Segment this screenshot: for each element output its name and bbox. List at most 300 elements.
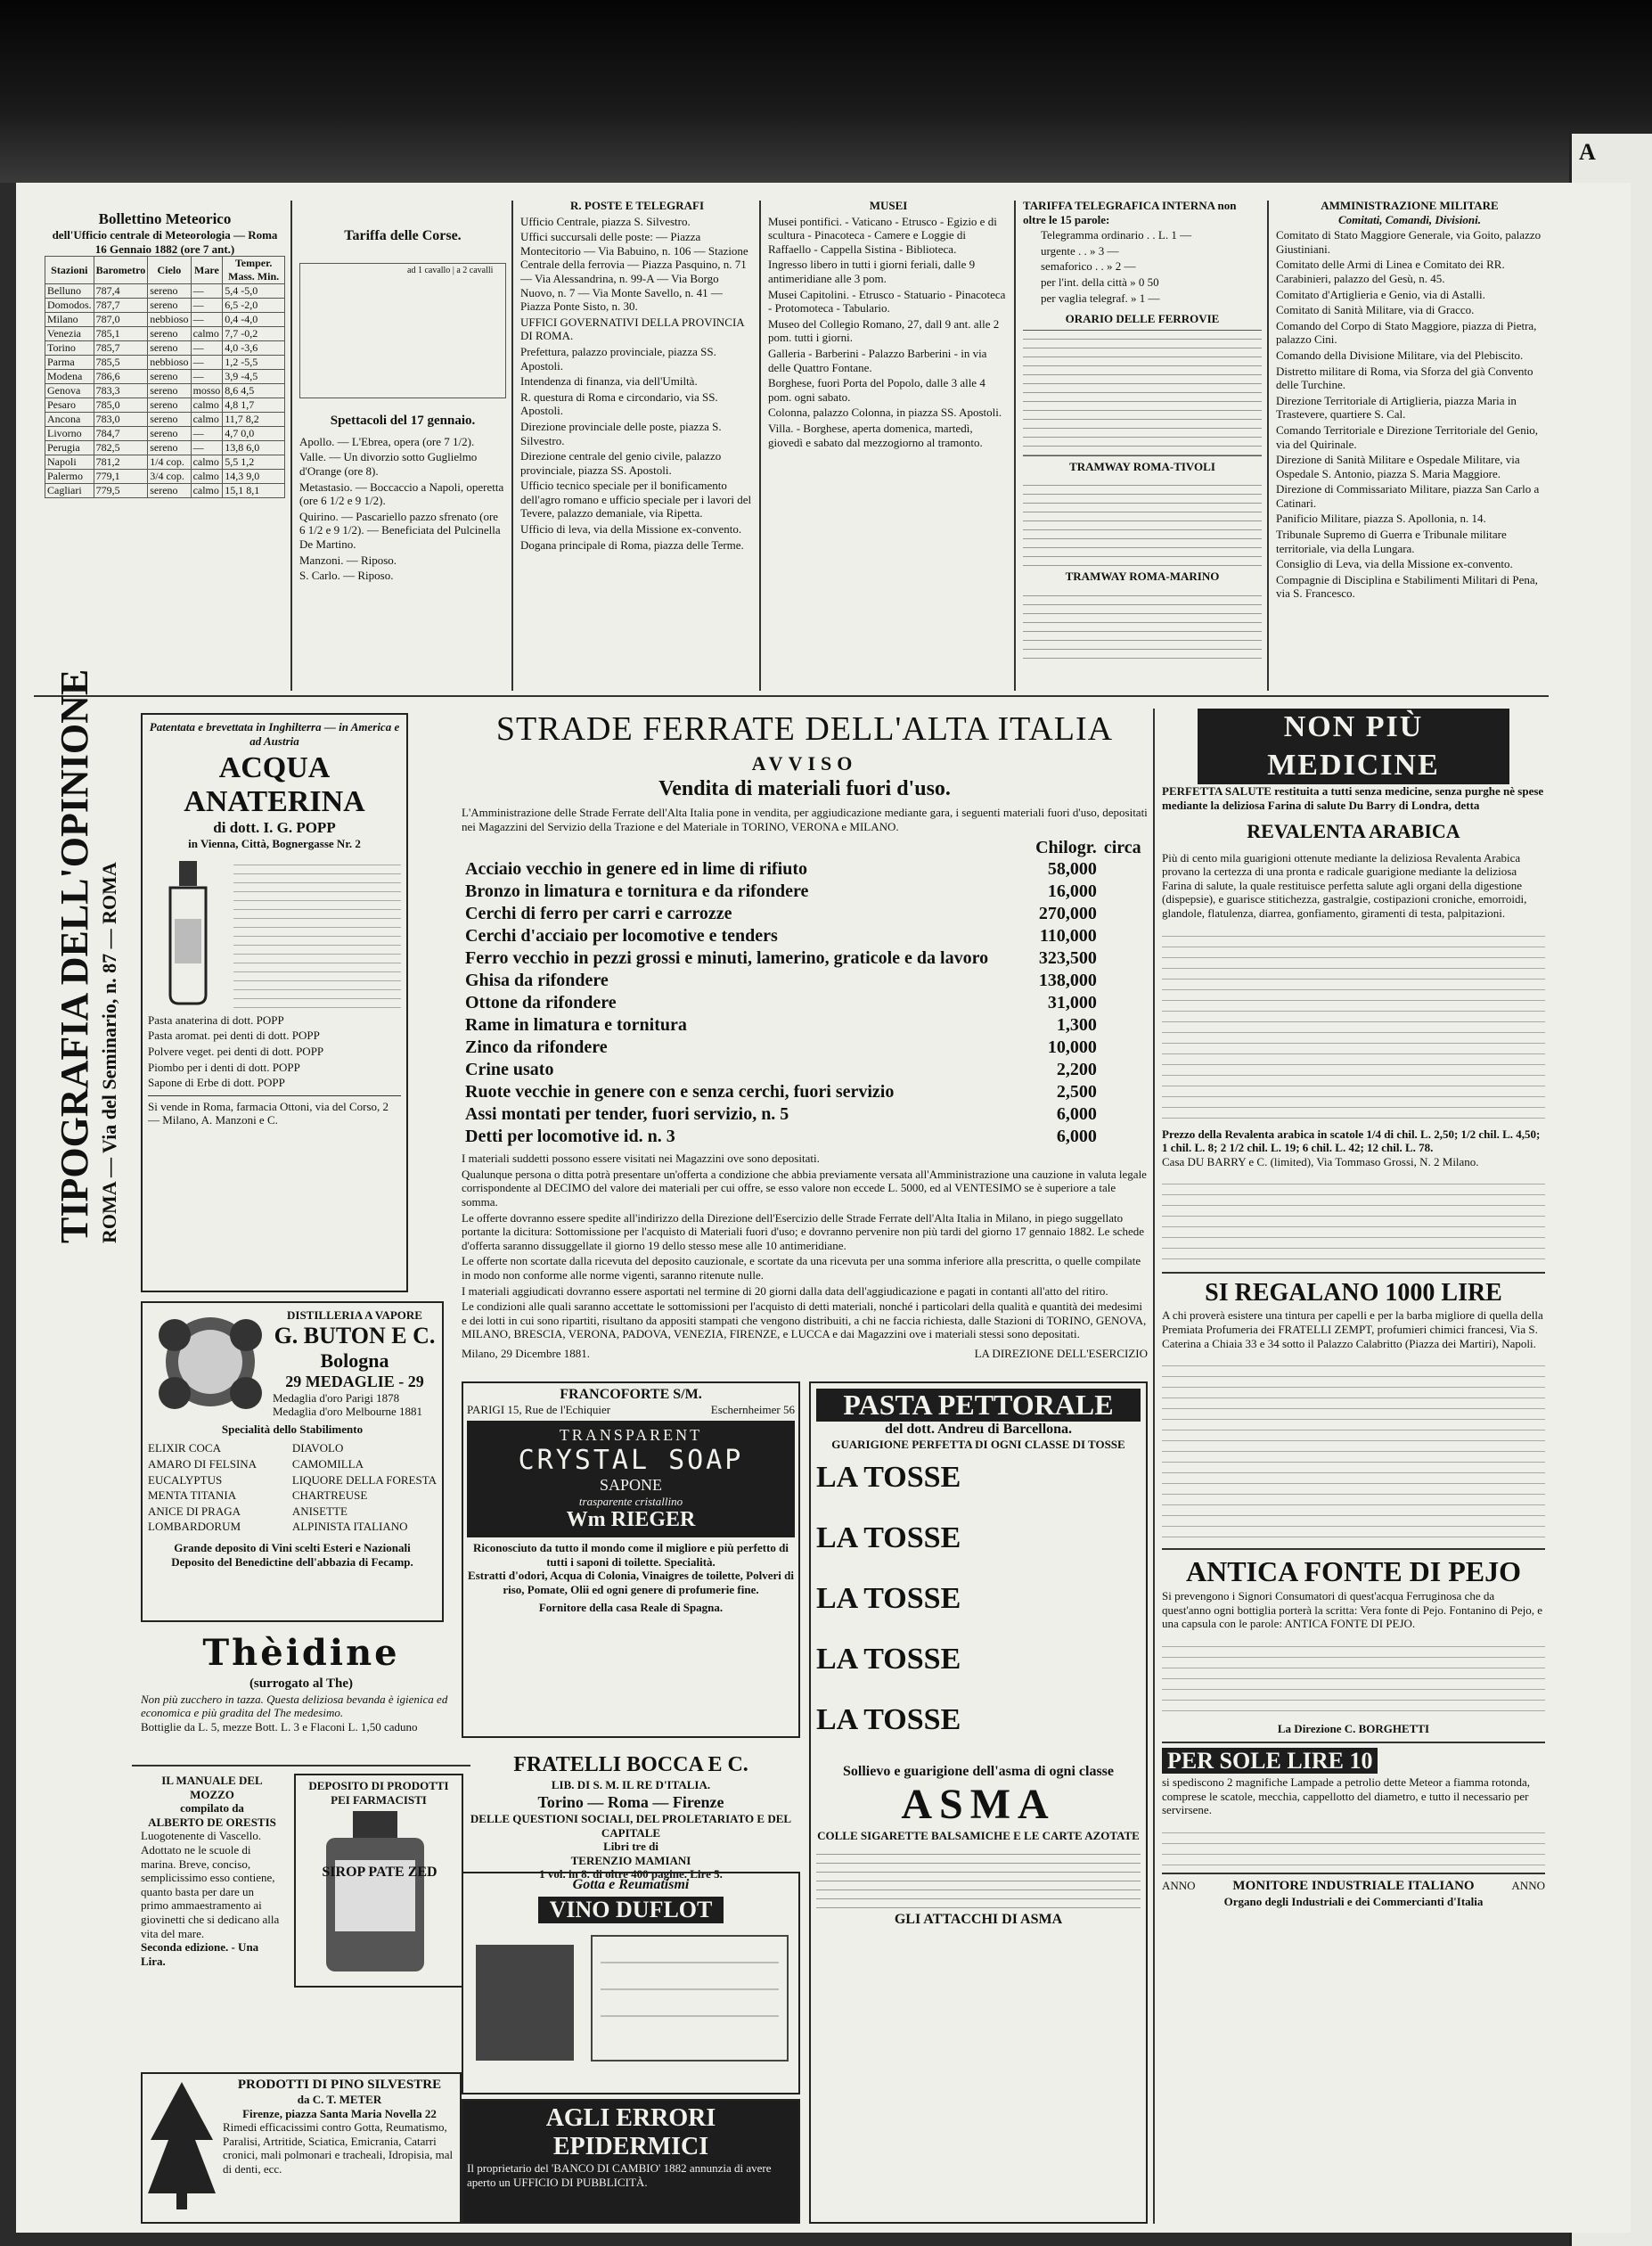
meteo-cell: 1/4 cop.	[148, 455, 191, 470]
poste-line: Dogana principale di Roma, piazza delle Terme.	[520, 537, 744, 552]
ad-sirop	[294, 1774, 463, 1988]
meteo-row	[45, 341, 285, 356]
sole-title: PER SOLE LIRE 10	[1162, 1748, 1378, 1774]
meteo-row	[45, 356, 285, 370]
meteo-cell: 779,1	[94, 470, 148, 484]
meteo-row	[45, 470, 285, 484]
tosse-heading: LA TOSSE	[816, 1521, 961, 1554]
duflot-top: Gotta e Reumatismi	[572, 1877, 690, 1892]
monitore-title: MONITORE INDUSTRIALE ITALIANO	[1232, 1878, 1475, 1893]
pejo-body: Si prevengono i Signori Consumatori di quest'acqua Ferruginosa che da quest'anno ogni bottiglia porterà la scritta: Vera fonte di Pejo. Fontanino di Pejo, e una capsula con le parole: ANTICA FONTE DI PEJO.	[1162, 1589, 1543, 1631]
poste-line: Ufficio Centrale, piazza S. Silvestro.	[520, 214, 691, 228]
meteo-cell: 787,0	[94, 313, 148, 327]
anaterina-addr: in Vienna, Città, Bognergasse Nr. 2	[188, 837, 361, 851]
meteo-cell: calmo	[191, 413, 223, 427]
militare-line: Tribunale Supremo di Guerra e Tribunale militare territoriale, via della Lungara.	[1276, 528, 1507, 555]
meteo-cell: calmo	[191, 327, 223, 341]
goods-qty: 16,000	[1047, 881, 1097, 902]
meteo-cell: 3/4 cop.	[148, 470, 191, 484]
meteo-header: Cielo	[148, 257, 191, 284]
goods-row	[462, 1126, 1148, 1148]
ad-theidine	[141, 1631, 462, 1756]
meteo-cell: Cagliari	[45, 484, 94, 498]
monitore-anno: ANNO	[1162, 1879, 1196, 1893]
poste-title: R. POSTE E TELEGRAFI	[569, 199, 705, 212]
sirop-top: DEPOSITO DI PRODOTTI PEI FARMACISTI	[308, 1779, 449, 1807]
duflot-name: VINO DUFLOT	[538, 1897, 724, 1923]
meteo-cell: 14,3 9,0	[223, 470, 285, 484]
pine-tree-icon	[146, 2078, 217, 2211]
poste-line: Uffici succursali delle poste: — Piazza Montecitorio — Via Babuino, n. 106 — Stazione Centrale della ferrovia — Piazza Pasquino, n. 71 — Via Alessandrina, n. 99-A — Via Borgo Nuovo, n. 7 — Via Monte Savello, n. 41 — Piazza Ponte Sisto, n. 30.	[520, 230, 748, 314]
anaterina-tag: Patentata e brevettata in Inghilterra — in America e ad Austria	[149, 720, 400, 748]
tariffa-line: per vaglia telegraf. » 1 —	[1041, 291, 1160, 305]
meteo-cell: 1,2 -5,5	[223, 356, 285, 370]
meteo-cell: 0,4 -4,0	[223, 313, 285, 327]
tariffa-line: semaforico . . » 2 —	[1041, 259, 1136, 274]
manuale-ed: Seconda edizione. - Una Lira.	[141, 1940, 259, 1968]
meteo-cell: sereno	[148, 413, 191, 427]
goods-pad	[1100, 970, 1148, 992]
medicine-agents	[1162, 1174, 1545, 1263]
theidine-title: Thèidine	[202, 1632, 400, 1674]
poste-telegrafi	[520, 199, 754, 691]
meteo-cell: nebbioso	[148, 313, 191, 327]
meteo-cell: —	[191, 299, 223, 313]
militare-line: Consiglio di Leva, via della Missione ex-convento.	[1276, 557, 1513, 571]
goods-qty: 31,000	[1047, 993, 1097, 1013]
goods-pad	[1100, 1126, 1148, 1148]
meteo-cell: —	[191, 313, 223, 327]
anaterina-product: Piombo per i denti di dott. POPP	[148, 1060, 300, 1074]
strade-goods-table	[462, 837, 1148, 1148]
buton-product: CAMOMILLA	[291, 1456, 364, 1471]
crystal-body: Riconosciuto da tutto il mondo come il migliore e più perfetto di tutti i saponi di toilette. Specialità.	[473, 1541, 789, 1569]
tosse-heading: LA TOSSE	[816, 1642, 961, 1676]
meteo-row	[45, 441, 285, 455]
goods-qty: 2,200	[1056, 1060, 1097, 1080]
buton-product: ALPINISTA ITALIANO	[291, 1520, 408, 1534]
goods-item: Bronzo in limatura e tornitura e da rifondere	[465, 881, 809, 902]
spettacolo-item: S. Carlo. — Riposo.	[299, 569, 394, 583]
ad-pino	[141, 2072, 462, 2224]
anaterina-product: Sapone di Erbe di dott. POPP	[148, 1076, 285, 1090]
crystal-sapone: SAPONE	[599, 1475, 662, 1494]
meteo-cell: 785,1	[94, 327, 148, 341]
goods-row	[462, 925, 1148, 947]
strade-intro: L'Amministrazione delle Strade Ferrate dell'Alta Italia pone in vendita, per aggiudicazione mediante gara, i seguenti materiali fuori d'uso, depositati nei Magazzini del Servizio della Trazione e del Materiale in TORINO, VERONA e MILANO.	[462, 806, 1148, 833]
meteo-cell: 787,4	[94, 284, 148, 299]
buton-city: Bologna	[320, 1348, 389, 1372]
meteo-row	[45, 413, 285, 427]
meteo-cell: Palermo	[45, 470, 94, 484]
poste-line: Ufficio tecnico speciale per il bonificamento dell'agro romano e ufficio speciale per i lavori del Tevere, palazzo demaniale, via Ripetta.	[520, 479, 752, 521]
sole-body: si spediscono 2 magnifiche Lampade a petrolio dette Meteor a fiamma rotonda, comprese le scatole, mecchia, cappellotto del diametro, e tutto il necessario per servirsene.	[1162, 1775, 1530, 1817]
ad-errori	[462, 2099, 800, 2224]
meteo-cell: 785,0	[94, 398, 148, 413]
goods-row	[462, 858, 1148, 881]
meteo-cell: 3,9 -4,5	[223, 370, 285, 384]
strade-unit: Chilogr.	[1035, 838, 1097, 858]
goods-pad	[1100, 1103, 1148, 1126]
pino-addr: Firenze, piazza Santa Maria Novella 22	[242, 2106, 437, 2120]
medicine-text	[1162, 926, 1545, 1122]
meteo-cell: Venezia	[45, 327, 94, 341]
goods-row	[462, 947, 1148, 970]
goods-item: Acciaio vecchio in genere ed in lime di rifiuto	[465, 859, 808, 880]
goods-qty: 323,500	[1038, 948, 1097, 969]
mille-title: SI REGALANO 1000 LIRE	[1205, 1279, 1502, 1307]
meteo-cell: Pesaro	[45, 398, 94, 413]
musei-line: Museo del Collegio Romano, 27, dall 9 ant. alle 2 pom. tutti i giorni.	[768, 316, 1000, 345]
pettorale-title: PASTA PETTORALE	[816, 1389, 1141, 1422]
crystal-paris: PARIGI 15, Rue de l'Echiquier	[467, 1403, 611, 1416]
meteo-cell: 5,4 -5,0	[223, 284, 285, 299]
strade-title: STRADE FERRATE DELL'ALTA ITALIA	[495, 710, 1114, 748]
buton-product: MENTA TITANIA	[148, 1488, 237, 1503]
strade-paragraph: Le offerte non scortate dalla ricevuta del deposito cauzionale, e scortate da una ricevuta per una somma inferiore alla prescritta, o quelle compilate in modo non conforme alle norme vigenti, saranno ritenute nulle.	[462, 1254, 1141, 1282]
meteo-header: Mare	[191, 257, 223, 284]
meteo-cell: 15,1 8,1	[223, 484, 285, 498]
theidine-body: Non più zucchero in tazza. Questa deliziosa bevanda è igienica ed economica e più gradita del The medesimo.	[141, 1692, 448, 1720]
strade-paragraph: Le offerte dovranno essere spedite all'indirizzo della Direzione dell'Esercizio delle Strade Ferrate dell'Alta Italia in Milano, in piego suggellato portante la dicitura: Sottomissione per l'acquisto di Materiali fuori d'uso; e dovranno pervenire non più tardi del giorno 17 gennaio 1882. Le schede d'offerta saranno dissuggellate il giorno 19 dello stesso mese alle 10 antimeridiane.	[462, 1210, 1145, 1252]
poste-line: Intendenza di finanza, via dell'Umiltà.	[520, 374, 698, 389]
meteo-row	[45, 384, 285, 398]
goods-qty: 10,000	[1047, 1037, 1097, 1058]
meteo-cell: sereno	[148, 327, 191, 341]
goods-pad	[1100, 1059, 1148, 1081]
meteo-date: 16 Gennaio 1882 (ore 7 ant.)	[94, 242, 235, 256]
tariffa-line: per l'int. della città » 0 50	[1041, 275, 1159, 289]
medicine-maker: Casa DU BARRY e C. (limited), Via Tommaso Grossi, N. 2 Milano.	[1162, 1154, 1479, 1168]
manuale-author: ALBERTO DE ORESTIS	[148, 1815, 276, 1829]
musei-line: Colonna, palazzo Colonna, in piazza SS. Apostoli.	[768, 406, 1002, 420]
spettacolo-item: Metastasio. — Boccaccio a Napoli, operetta (ore 6 1/2 e 9 1/2).	[299, 480, 504, 508]
telegrafi-title: TARIFFA TELEGRAFICA INTERNA non oltre le 15 parole:	[1023, 199, 1237, 226]
meteo-cell: sereno	[148, 398, 191, 413]
goods-item: Assi montati per tender, fuori servizio, n. 5	[465, 1104, 789, 1125]
ad-buton	[141, 1301, 444, 1622]
meteo-bulletin	[45, 209, 285, 691]
meteo-table	[45, 256, 285, 498]
meteo-cell: 8,6 4,5	[223, 384, 285, 398]
mille-body: A chi proverà esistere una tintura per capelli e per la barba migliore di quella della Premiata Profumeria dei FRATELLI ZEMPT, profumieri chimici francesi, Via S. Caterina a Chiaia 33 e 34 sotto il Palazzo Calabritto (Piazza dei Martiri), Napoli.	[1162, 1308, 1543, 1350]
tariffa-col-1: ad 1 cavallo	[407, 266, 451, 275]
goods-qty: 6,000	[1056, 1104, 1097, 1125]
crystal-maker: Wm RIEGER	[566, 1508, 696, 1532]
manuale-by: compilato da	[180, 1801, 244, 1816]
meteo-header: Temper. Mass. Min.	[223, 257, 285, 284]
militare-line: Comitato delle Armi di Linea e Comitato dei RR. Carabinieri, palazzo del Gesù, n. 45.	[1276, 258, 1505, 285]
theidine-price: Bottiglie da L. 5, mezze Bott. L. 3 e Flaconi L. 1,50 caduno	[141, 1719, 418, 1734]
tipografia-title: TIPOGRAFIA DELL'OPINIONE	[53, 668, 96, 1243]
meteo-cell: Modena	[45, 370, 94, 384]
meteo-cell: —	[191, 284, 223, 299]
medicine-prices: Prezzo della Revalenta arabica in scatole 1/4 di chil. L. 2,50; 1/2 chil. L. 4,50; 1 chil. L. 8; 2 1/2 chil. L. 19; 6 chil. L. 42; 12 chil. L. 78.	[1162, 1127, 1541, 1155]
medicine-name: REVALENTA ARABICA	[1247, 820, 1460, 843]
musei-line: Borghese, fuori Porta del Popolo, dalle 3 alle 4 pom. ogni sabato.	[768, 376, 985, 404]
strade-sub: Vendita di materiali fuori d'uso.	[658, 777, 951, 800]
buton-product: ANICE DI PRAGA	[148, 1504, 241, 1518]
militare-line: Comitato di Sanità Militare, via di Gracco.	[1276, 303, 1475, 317]
meteo-cell: calmo	[191, 398, 223, 413]
goods-item: Ottone da rifondere	[465, 993, 617, 1013]
tariffa-cols: ad 1 cavallo | a 2 cavalli	[407, 266, 494, 275]
goods-row	[462, 1014, 1148, 1037]
pettorale-attacchi: GLI ATTACCHI DI ASMA	[894, 1912, 1063, 1928]
musei	[768, 199, 1009, 691]
militare-line: Comando Territoriale e Direzione Territoriale del Genio, via del Quirinale.	[1276, 422, 1539, 451]
anaterina-product: Pasta aromat. pei denti di dott. POPP	[148, 1029, 320, 1043]
militare-line: Comando della Divisione Militare, via del Plebiscito.	[1276, 348, 1524, 362]
tram2-table	[1023, 587, 1262, 659]
crystal-frank: Eschernheimer 56	[710, 1403, 795, 1416]
bottle-icon	[148, 857, 228, 1008]
meteo-cell: sereno	[148, 441, 191, 455]
goods-pad	[1100, 1037, 1148, 1059]
meteo-row	[45, 484, 285, 498]
orario-table	[1023, 330, 1262, 456]
bocca-q: DELLE QUESTIONI SOCIALI, DEL PROLETARIATO E DEL CAPITALE	[470, 1812, 792, 1840]
monitore-anno-2: ANNO	[1511, 1879, 1545, 1893]
goods-row	[462, 1059, 1148, 1081]
crystal-items: Estratti d'odori, Acqua di Colonia, Vinaigres de toilette, Polveri di riso, Pomate, Olii ed ogni genere di profumerie fine.	[468, 1569, 794, 1596]
crystal-city: FRANCOFORTE S/M.	[560, 1387, 702, 1402]
musei-line: Musei pontifici. - Vaticano - Etrusco - Egizio e di scultura - Pinacoteca - Camere e Loggie di Raffaello - Cappella Sistina - Biblioteca.	[768, 214, 997, 256]
buton-product: ANISETTE	[291, 1504, 348, 1518]
poste-line: Ufficio di leva, via della Missione ex-convento.	[520, 522, 742, 537]
goods-qty: 1,300	[1056, 1015, 1097, 1036]
pettorale-sub: GUARIGIONE PERFETTA DI OGNI CLASSE DI TOSSE	[831, 1438, 1125, 1451]
goods-item: Detti per locomotive id. n. 3	[465, 1127, 675, 1147]
meteo-cell: sereno	[148, 484, 191, 498]
edge-fragment: A	[1579, 139, 1596, 165]
pino-body: Rimedi efficacissimi contro Gotta, Reumatismo, Paralisi, Artritide, Sciatica, Emicrania, Catarri cronici, mali polmonari e tracheali, Idropisia, mal di denti, ecc.	[223, 2120, 454, 2176]
buton-name: G. BUTON E C.	[274, 1322, 436, 1348]
medicine-sub: PERFETTA SALUTE restituita a tutti senza medicine, senza purghe nè spese mediante la deliziosa Farina di salute Du Barry di Londra, detta	[1162, 784, 1544, 812]
goods-item: Zinco da rifondere	[465, 1037, 608, 1058]
anaterina-product: Polvere veget. pei denti di dott. POPP	[148, 1044, 324, 1058]
meteo-cell: 786,6	[94, 370, 148, 384]
meteo-cell: 781,2	[94, 455, 148, 470]
sirop-name: SIROP PATE ZED	[322, 1865, 438, 1880]
meteo-cell: 6,5 -2,0	[223, 299, 285, 313]
meteo-cell: 787,7	[94, 299, 148, 313]
bocca-name: FRATELLI BOCCA E C.	[513, 1753, 748, 1776]
meteo-cell: sereno	[148, 284, 191, 299]
buton-footer: Deposito del Benedictine dell'abbazia di Fecamp.	[171, 1554, 413, 1569]
sirop-bottle-icon	[299, 1807, 455, 1976]
anaterina-footer: Si vende in Roma, farmacia Ottoni, via del Corso, 2 — Milano, A. Manzoni e C.	[148, 1095, 401, 1127]
meteo-row	[45, 327, 285, 341]
goods-row	[462, 1103, 1148, 1126]
orario-title: ORARIO DELLE FERROVIE	[1065, 312, 1220, 326]
buton-product: AMARO DI FELSINA	[148, 1456, 258, 1471]
strade-circa: circa	[1103, 838, 1141, 858]
meteo-cell: 782,5	[94, 441, 148, 455]
bocca-author: TERENZIO MAMIANI	[570, 1853, 691, 1867]
manuale-title: IL MANUALE DEL MOZZO	[161, 1774, 263, 1801]
goods-qty: 270,000	[1038, 904, 1097, 924]
medals-icon	[148, 1308, 273, 1415]
buton-medal-1: Medaglia d'oro Parigi 1878	[273, 1390, 400, 1405]
meteo-header: Barometro	[94, 257, 148, 284]
meteo-cell: Perugia	[45, 441, 94, 455]
meteo-cell: mosso	[191, 384, 223, 398]
militare-line: Direzione di Sanità Militare e Ospedale Militare, via Ospedale S. Antonio, piazza S. Maria Maggiore.	[1276, 453, 1520, 480]
meteo-cell: 11,7 8,2	[223, 413, 285, 427]
meteo-row	[45, 284, 285, 299]
goods-row	[462, 903, 1148, 925]
goods-pad	[1100, 1081, 1148, 1103]
goods-qty: 58,000	[1047, 859, 1097, 880]
ad-manuale	[141, 1774, 283, 2068]
meteo-cell: sereno	[148, 427, 191, 441]
meteo-cell: —	[191, 441, 223, 455]
tariffa-corse	[299, 227, 506, 691]
anaterina-text	[233, 857, 401, 1008]
meteo-row	[45, 313, 285, 327]
crystal-name: CRYSTAL SOAP	[518, 1444, 744, 1476]
spettacolo-item: Apollo. — L'Ebrea, opera (ore 7 1/2).	[299, 434, 475, 448]
crystal-banner	[467, 1421, 795, 1538]
crystal-footer: Fornitore della casa Reale di Spagna.	[538, 1600, 724, 1614]
militare-line: Compagnie di Disciplina e Stabilimenti Militari di Pena, via S. Francesco.	[1276, 572, 1538, 601]
meteo-cell: 7,7 -0,2	[223, 327, 285, 341]
pejo-sign: La Direzione C. BORGHETTI	[1277, 1722, 1430, 1735]
newspaper-page	[16, 183, 1631, 2233]
meteo-row	[45, 427, 285, 441]
goods-item: Cerchi di ferro per carri e carrozze	[465, 904, 732, 924]
tram-table	[1023, 477, 1262, 566]
goods-item: Ruote vecchie in genere con e senza cerchi, fuori servizio	[465, 1082, 895, 1103]
meteo-title: Bollettino Meteorico	[98, 210, 232, 227]
ad-bocca	[462, 1751, 800, 1881]
spettacolo-item: Valle. — Un divorzio sotto Guglielmo d'Orange (ore 8).	[299, 450, 478, 478]
militare-line: Distretto militare di Roma, via Sforza del già Convento delle Turchine.	[1276, 364, 1533, 392]
manuale-body: Luogotenente di Vascello. Adottato ne le scuole di marina. Breve, conciso, semplicissimo esso contiene, quanto basta per dare un primo ammaestramento ai giovinetti che si dedicano alla vita del mare.	[141, 1829, 280, 1940]
meteo-row	[45, 398, 285, 413]
goods-row	[462, 970, 1148, 992]
tariffa-col-2: a 2 cavalli	[456, 266, 494, 275]
meteo-cell: sereno	[148, 341, 191, 356]
musei-line: Galleria - Barberini - Palazzo Barberini - in via delle Quattro Fontane.	[768, 346, 987, 374]
buton-product: EUCALYPTUS	[148, 1472, 223, 1487]
bocca-price: 1 vol. in 8. di oltre 400 pagine. Lire 5.	[539, 1867, 723, 1881]
goods-pad	[1100, 903, 1148, 925]
goods-item: Rame in limatura e tornitura	[465, 1015, 687, 1036]
militare-subtitle: Comitati, Comandi, Divisioni.	[1338, 212, 1481, 226]
poste-line: Prefettura, palazzo provinciale, piazza SS. Apostoli.	[520, 344, 716, 373]
duflot-illustration	[467, 1927, 797, 2070]
meteo-cell: 785,7	[94, 341, 148, 356]
meteo-cell: 4,0 -3,6	[223, 341, 285, 356]
goods-pad	[1100, 858, 1148, 881]
meteo-cell: 4,8 1,7	[223, 398, 285, 413]
meteo-row	[45, 299, 285, 313]
spettacolo-item: Quirino. — Pascariello pazzo sfrenato (ore 6 1/2 e 9 1/2). — Beneficiata del Pulcinella De Martino.	[299, 509, 501, 551]
meteo-header: Stazioni	[45, 257, 94, 284]
strade-ferrate-avviso	[462, 709, 1148, 1368]
strade-paragraph: Qualunque persona o ditta potrà presentare un'offerta a condizione che abbia previamente versata all'Amministrazione una cauzione in valuta legale corrispondente al DECIMO del valore dei materiali per cui offre, se esso valore non eccede L. 5000, ed al VENTESIMO se è superiore a tale somma.	[462, 1167, 1147, 1209]
bocca-cities: Torino — Roma — Firenze	[537, 1792, 724, 1811]
anaterina-by: di dott. I. G. POPP	[213, 819, 336, 837]
strade-sign: LA DIREZIONE DELL'ESERCIZIO	[974, 1346, 1148, 1360]
meteo-cell: Torino	[45, 341, 94, 356]
anaterina-title: ACQUA ANATERINA	[184, 751, 365, 819]
meteo-cell: Livorno	[45, 427, 94, 441]
militare-line: Comitato d'Artiglieria e Genio, via di Astalli.	[1276, 287, 1485, 301]
meteo-cell: sereno	[148, 370, 191, 384]
meteo-cell: 784,7	[94, 427, 148, 441]
militare-line: Comando del Corpo di Stato Maggiore, piazza di Pietra, palazzo Cini.	[1276, 318, 1537, 347]
meteo-cell: Milano	[45, 313, 94, 327]
bocca-sub: LIB. DI S. M. IL RE D'ITALIA.	[551, 1778, 711, 1791]
buton-product: DIAVOLO	[291, 1441, 344, 1455]
meteo-cell: 783,3	[94, 384, 148, 398]
goods-qty: 6,000	[1056, 1127, 1097, 1147]
meteo-cell: —	[191, 427, 223, 441]
tosse-heading: LA TOSSE	[816, 1460, 961, 1494]
goods-pad	[1100, 925, 1148, 947]
bocca-libri: Libri tre di	[603, 1840, 658, 1854]
buton-medal-2: Medaglia d'oro Melbourne 1881	[273, 1405, 423, 1419]
poste-line: UFFICI GOVERNATIVI DELLA PROVINCIA DI ROMA.	[520, 315, 744, 343]
meteo-cell: Parma	[45, 356, 94, 370]
spettacolo-item: Manzoni. — Riposo.	[299, 553, 397, 567]
goods-qty: 110,000	[1039, 926, 1097, 947]
medicine-body: Più di cento mila guarigioni ottenute mediante la deliziosa Revalenta Arabica provano la certezza di una pronta e radicale guarigione mediante la deliziosa Farina di salute, la quale restituisce perfetta salute agli organi della digestione (dispepsie), e guarisce stitichezza, gastralgie, costipazioni croniche, emorroidi, glandole, flatulenza, diarrea, gonfiamento, giramenti di testa, palpitazioni.	[1162, 850, 1527, 921]
scan-dark-border	[0, 0, 1652, 183]
goods-qty: 2,500	[1056, 1082, 1097, 1103]
militare-line: Comitato di Stato Maggiore Generale, via Goito, palazzo Giustiniani.	[1276, 228, 1542, 256]
medicine-title: NON PIÙ MEDICINE	[1198, 709, 1509, 784]
tosse-heading: LA TOSSE	[816, 1702, 961, 1736]
errori-title: AGLI ERRORI EPIDERMICI	[545, 2104, 716, 2160]
ad-pasta-pettorale	[809, 1381, 1148, 2224]
pettorale-asma: ASMA	[901, 1780, 1056, 1828]
tariffa-table	[299, 263, 506, 398]
meteo-cell: Genova	[45, 384, 94, 398]
meteo-cell: sereno	[148, 299, 191, 313]
amministrazione-militare	[1276, 199, 1543, 691]
meteo-cell: 13,8 6,0	[223, 441, 285, 455]
goods-pad	[1100, 947, 1148, 970]
strade-paragraph: Le condizioni alle quali saranno accettate le sottomissioni per l'acquisto di detti materiali, nonché i particolari della qualità e quantità dei medesimi e dei lotti in cui sono ripartiti, risultano da appositi stampati che vengono distribuiti, a chi ne faccia richiesta, dalle Stazioni di TORINO, GENOVA, MILANO, BRESCIA, VERONA, PADOVA, VENEZIA, FIRENZE, e LUCCA e dai Magazzini ove i materiali stessi sono depositati.	[462, 1299, 1147, 1341]
meteo-cell: 779,5	[94, 484, 148, 498]
poste-line: Direzione centrale del genio civile, palazzo provinciale, piazza SS. Apostoli.	[520, 449, 722, 477]
tipografia-sub: ROMA — Via del Seminario, n. 87 — ROMA	[98, 862, 120, 1243]
pejo-text	[1162, 1636, 1545, 1717]
goods-item: Ferro vecchio in pezzi grossi e minuti, lamerino, graticole e da lavoro	[465, 948, 989, 969]
meteo-cell: —	[191, 370, 223, 384]
strade-paragraph: I materiali aggiudicati dovranno essere asportati nel termine di 20 giorni dalla data dell'aggiudicazione e pagati in contanti all'atto del ritiro.	[462, 1283, 1108, 1298]
buton-product: ELIXIR COCA	[148, 1441, 221, 1455]
meteo-cell: 5,5 1,2	[223, 455, 285, 470]
mille-text	[1162, 1356, 1545, 1543]
meteo-cell: calmo	[191, 470, 223, 484]
musei-title: MUSEI	[869, 199, 908, 212]
goods-row	[462, 1037, 1148, 1059]
sole-text	[1162, 1823, 1545, 1867]
tariffa-line: Telegramma ordinario . . L. 1 —	[1041, 228, 1192, 242]
strade-avviso: AVVISO	[751, 751, 858, 775]
spettacoli-title: Spettacoli del 17 gennaio.	[330, 414, 476, 428]
pettorale-text	[816, 1846, 1141, 1908]
goods-item: Ghisa da rifondere	[465, 971, 609, 991]
pino-title: PRODOTTI DI PINO SILVESTRE	[237, 2078, 442, 2092]
meteo-row	[45, 455, 285, 470]
ad-acqua-anaterina	[141, 713, 408, 1292]
